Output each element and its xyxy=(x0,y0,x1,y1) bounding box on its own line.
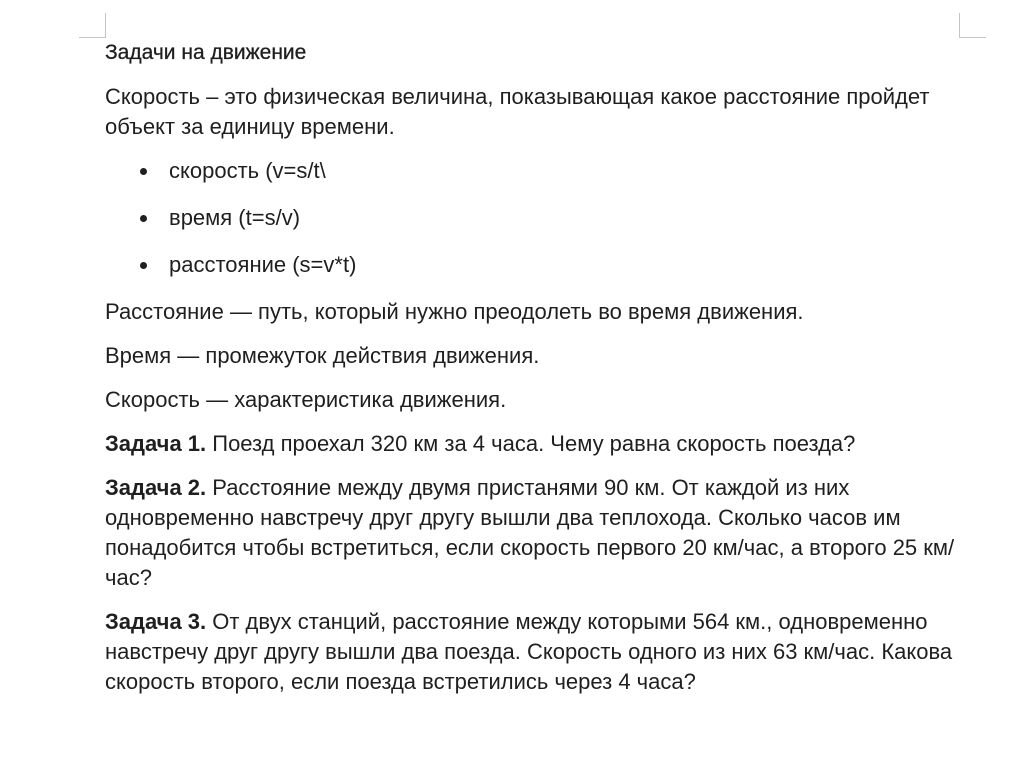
task-1 xyxy=(105,429,985,459)
list-item xyxy=(105,156,985,186)
bullet-icon xyxy=(140,262,147,269)
task-1-label: Задача 1. xyxy=(105,431,207,456)
definition-time: Время — промежуток действия движения. xyxy=(105,343,540,368)
document-title: Задачи на движение xyxy=(105,41,307,64)
formula-time: время (t=s/v) xyxy=(169,205,301,230)
intro-paragraph: Скорость – это физическая величина, показывающая какое расстояние пройдет объект за единицу времени. xyxy=(105,84,930,139)
definition-speed: Скорость — характеристика движения. xyxy=(105,387,507,412)
formula-speed: скорость (v=s/t\ xyxy=(169,158,326,183)
task-3-label: Задача 3. xyxy=(105,609,207,634)
task-2-label: Задача 2. xyxy=(105,475,207,500)
definition-distance: Расстояние — путь, который нужно преодолеть во время движения. xyxy=(105,299,804,324)
page-corner-mark-top-right xyxy=(959,13,986,38)
list-item xyxy=(105,203,985,233)
task-3-text: От двух станций, расстояние между которыми 564 км., одновременно навстречу друг другу вышли два поезда. Скорость одного из них 63 км/час. Какова скорость второго, если поезда встретились через 4 часа? xyxy=(105,609,953,694)
formula-list xyxy=(105,156,985,280)
task-1-text: Поезд проехал 320 км за 4 часа. Чему равна скорость поезда? xyxy=(206,431,856,456)
formula-distance: расстояние (s=v*t) xyxy=(169,252,357,277)
list-item xyxy=(105,250,985,280)
page-corner-mark-top-left xyxy=(79,13,106,38)
task-2 xyxy=(105,473,985,593)
bullet-icon xyxy=(140,168,147,175)
bullet-icon xyxy=(140,215,147,222)
document-page xyxy=(105,38,985,711)
task-3 xyxy=(105,607,985,697)
task-2-text: Расстояние между двумя пристанями 90 км. От каждой из них одновременно навстречу друг другу вышли два теплохода. Сколько часов им понадобится чтобы встретиться, если скорость первого 20 км/час, а второго 25 км/час? xyxy=(105,475,955,590)
